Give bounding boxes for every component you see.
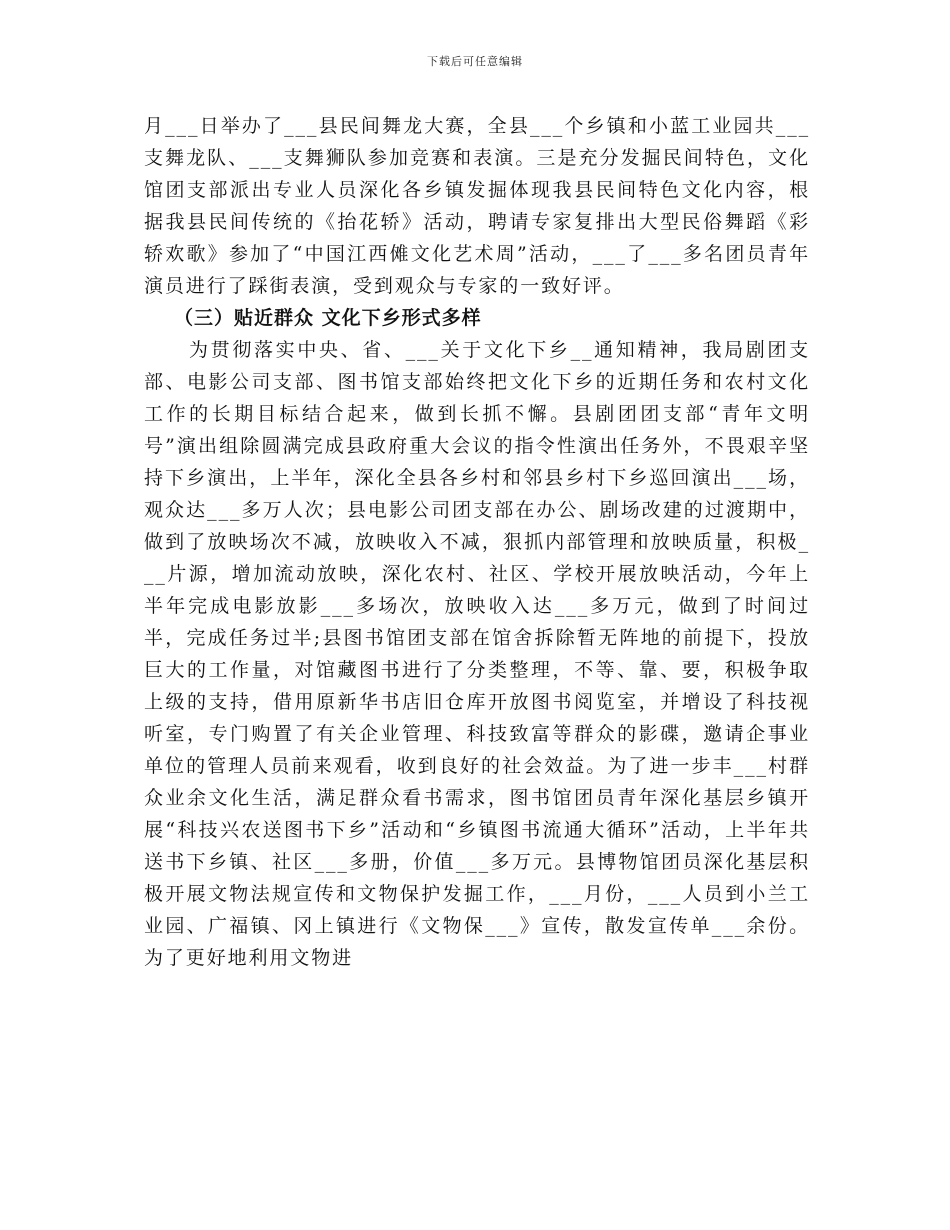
paragraph-culture-to-countryside: 为贯彻落实中央、省、___关于文化下乡__通知精神，我局剧团支部、电影公司支部、图书馆支部始终把文化下乡的近期任务和农村文化工作的长期目标结合起来，做到长抓不懈。县剧团团支部“青年文明号”演出组除圆满完成县政府重大会议的指令性演出任务外，不畏艰辛坚持下乡演出，上半年，深化全县各乡村和邻县乡村下乡巡回演出___场，观众达___多万人次；县电影公司团支部在办公、剧场改建的过渡期中，做到了放映场次不减，放映收入不减，狠抓内部管理和放映质量，积极___片源，增加流动放映，深化农村、社区、学校开展放映活动，今年上半年完成电影放影___多场次，放映收入达___多万元，做到了时间过半，完成任务过半;县图书馆团支部在馆舍拆除暂无阵地的前提下，投放巨大的工作量，对馆藏图书进行了分类整理，不等、靠、要，积极争取上级的支持，借用原新华书店旧仓库开放图书阅览室，并增设了科技视听室，专门购置了有关企业管理、科技致富等群众的影碟，邀请企事业单位的管理人员前来观看，收到良好的社会效益。为了进一步丰___村群众业余文化生活，满足群众看书需求，图书馆团员青年深化基层乡镇开展“科技兴农送图书下乡”活动和“乡镇图书流通大循环”活动，上半年共送书下乡镇、社区___多册，价值___多万元。县博物馆团员深化基层积极开展文物法规宣传和文物保护发掘工作，___月份，___人员到小兰工业园、广福镇、冈上镇进行《文物保___》宣传，散发宣传单___余份。为了更好地利用文物进 — [144, 339, 810, 969]
page-header: 下载后可任意编辑 — [427, 55, 523, 68]
paragraph-dragon-dance: 月___日举办了___县民间舞龙大赛，全县___个乡镇和小蓝工业园共___支舞龙队、___支舞狮队参加竞赛和表演。三是充分发掘民间特色，文化馆团支部派出专业人员深化各乡镇发掘体现我县民间特色文化内容，根据我县民间传统的《抬花轿》活动，聘请专家复排出大型民俗舞蹈《彩轿欢歌》参加了“中国江西傩文化艺术周”活动，___了___多名团员青年演员进行了踩街表演，受到观众与专家的一致好评。 — [144, 115, 810, 297]
section-heading: （三）贴近群众 文化下乡形式多样 — [174, 307, 482, 329]
document-body — [144, 110, 810, 974]
